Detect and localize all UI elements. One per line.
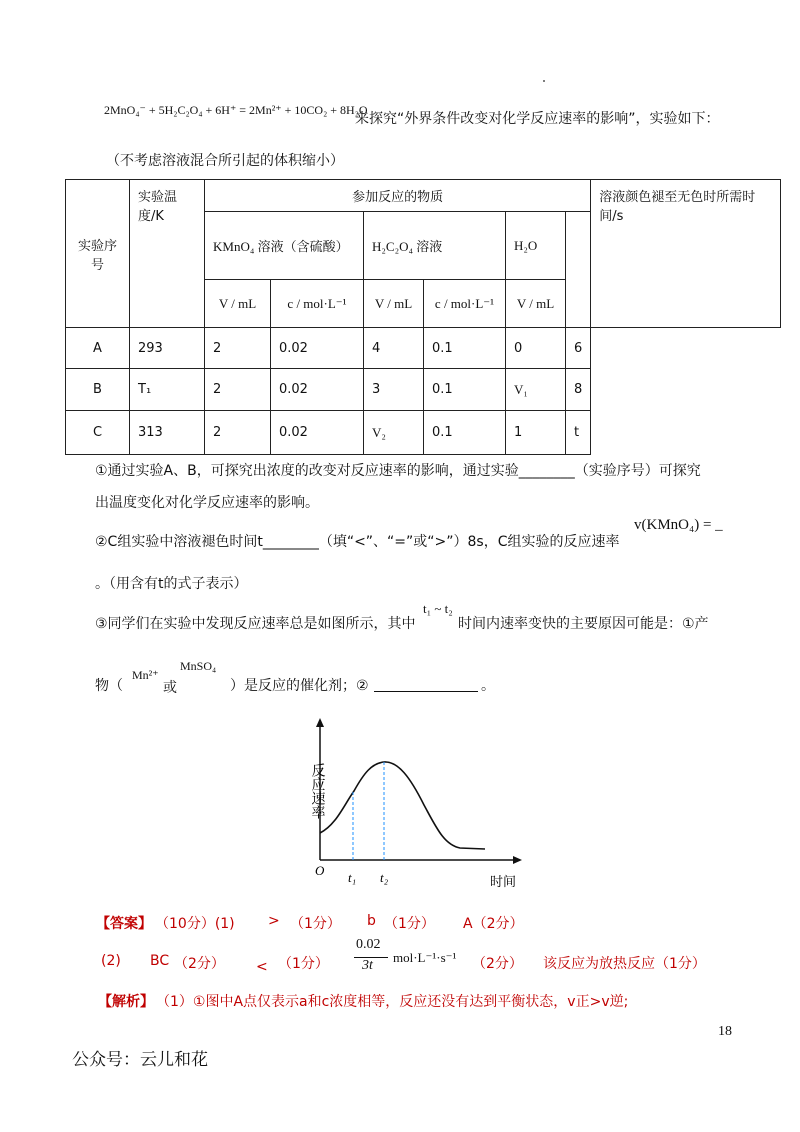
answer-part: BC: [150, 953, 170, 969]
q3-line1: ③同学们在实验中发现反应速率总是如图所示，其中: [95, 616, 416, 632]
row-time: 6: [566, 328, 591, 369]
x-axis-label: 时间: [490, 874, 517, 889]
answer-part: （1分）: [290, 916, 341, 932]
analysis-text: （1）①图中A点仅表示a和c浓度相等，反应还没有达到平衡状态，v正>v逆;: [156, 994, 629, 1010]
y-axis-arrow: [316, 718, 324, 727]
origin-label: O: [315, 863, 325, 878]
table-row: [66, 411, 781, 455]
answer-blank: [374, 675, 478, 696]
row-c-kmno4: 0.02: [271, 411, 364, 455]
unit-v-h2o: V / mL: [506, 280, 566, 328]
q1-line2: 出温度变化对化学反应速率的影响。: [95, 495, 319, 511]
answer-part: <: [256, 959, 268, 975]
fraction-denominator: 3t: [362, 958, 373, 973]
reaction-equation: 2MnO₄⁻ + 5H₂C₂O₄ + 6H⁺ = 2Mn²⁺ + 10CO₂ + 8H₂O: [104, 103, 368, 117]
row-v-h2o: 1: [506, 411, 566, 455]
row-v-kmno4: 2: [205, 328, 271, 369]
row-temp: 293: [130, 328, 205, 369]
answer-part: 该反应为放热反应（1分）: [543, 956, 706, 972]
answer-part: （2分）: [174, 956, 225, 972]
table-row: [66, 369, 781, 411]
row-v-h2c2o4: 3: [364, 369, 424, 411]
row-v-h2c2o4: V₂: [364, 411, 424, 455]
unit-c-h2c2o4: c / mol·L⁻¹: [424, 280, 506, 328]
q1-line1: ①通过实验A、B，可探究出浓度的改变对反应速率的影响，通过实验________（实验序号）可探究: [95, 463, 701, 479]
q3-line2a: 物（: [95, 678, 123, 694]
answer-part: （1分）: [278, 956, 329, 972]
experiment-table: [65, 179, 781, 455]
row-c-kmno4: 0.02: [271, 369, 364, 411]
row-id: B: [66, 369, 130, 411]
answer-part: (2): [101, 953, 121, 969]
answer-part: b: [367, 913, 376, 929]
fraction-numerator: 0.02: [356, 937, 381, 952]
stray-dot: [543, 80, 545, 82]
row-c-h2c2o4: 0.1: [424, 369, 506, 411]
row-id: A: [66, 328, 130, 369]
page-number: 18: [718, 1024, 732, 1039]
unit-v-h2c2o4: V / mL: [364, 280, 424, 328]
answer-part: >: [268, 913, 280, 929]
col-header-reactants: 参加反应的物质: [205, 180, 591, 212]
answer-part: （10分）(1): [155, 916, 235, 932]
row-v-h2o: 0: [506, 328, 566, 369]
or-text: 或: [163, 680, 177, 696]
rate-curve: [320, 762, 485, 849]
row-temp: T₁: [130, 369, 205, 411]
q3-line1b: 时间内速率变快的主要原因可能是：①产: [458, 616, 709, 632]
row-c-h2c2o4: 0.1: [424, 411, 506, 455]
y-axis-label: 反应速率: [309, 763, 325, 819]
kmno4-header: KMnO₄ 溶液（含硫酸）: [205, 212, 364, 280]
intro-text: 来探究“外界条件改变对化学反应速率的影响”，实验如下：: [355, 111, 720, 127]
q3-line2c: 。: [481, 678, 495, 694]
analysis-label: 【解析】: [98, 994, 154, 1010]
row-c-h2c2o4: 0.1: [424, 328, 506, 369]
unit-v-kmno4: V / mL: [205, 280, 271, 328]
reaction-rate-graph: [300, 715, 540, 895]
row-temp: 313: [130, 411, 205, 455]
h2o-header: H₂O: [506, 212, 566, 280]
table-row: [66, 328, 781, 369]
row-id: C: [66, 411, 130, 455]
row-v-kmno4: 2: [205, 369, 271, 411]
q3-line2b: ）是反应的催化剂；②: [230, 678, 369, 694]
row-v-kmno4: 2: [205, 411, 271, 455]
rate-unit: mol·L⁻¹·s⁻¹: [393, 950, 457, 965]
row-time: 8: [566, 369, 591, 411]
h2c2o4-header: H₂C₂O₄ 溶液: [364, 212, 506, 280]
row-time: t: [566, 411, 591, 455]
mnso4: MnSO₄: [180, 659, 217, 673]
q2-rate-expression: v(KMnO₄) = _: [634, 517, 723, 533]
row-c-kmno4: 0.02: [271, 328, 364, 369]
row-v-h2c2o4: 4: [364, 328, 424, 369]
col-header-temp: 实验温度/K: [130, 180, 205, 328]
answer-part: A（2分）: [463, 916, 524, 932]
volume-note: （不考虑溶液混合所引起的体积缩小）: [106, 153, 344, 169]
q2-line2: 。（用含有t的式子表示）: [95, 576, 248, 592]
row-v-h2o: V₁: [506, 369, 566, 411]
answer-part: （2分）: [472, 956, 523, 972]
footer-account: 公众号：云儿和花: [72, 1050, 208, 1070]
col-header-no: 实验序号: [66, 180, 130, 328]
answer-part: （1分）: [384, 916, 435, 932]
x-axis-arrow: [513, 856, 522, 864]
col-header-time: 溶液颜色褪至无色时所需时间/s: [591, 180, 781, 328]
unit-c-kmno4: c / mol·L⁻¹: [271, 280, 364, 328]
mn-ion: Mn²⁺: [132, 668, 159, 682]
answer-label: 【答案】: [96, 916, 152, 932]
q3-interval: t₁ ~ t₂: [423, 601, 453, 616]
t1-label: t₁: [348, 870, 357, 885]
t2-label: t₂: [380, 870, 389, 885]
q2-line1: ②C组实验中溶液褪色时间t________（填“<”、“=”或“>”）8s，C组实验的反应速率: [95, 534, 620, 550]
